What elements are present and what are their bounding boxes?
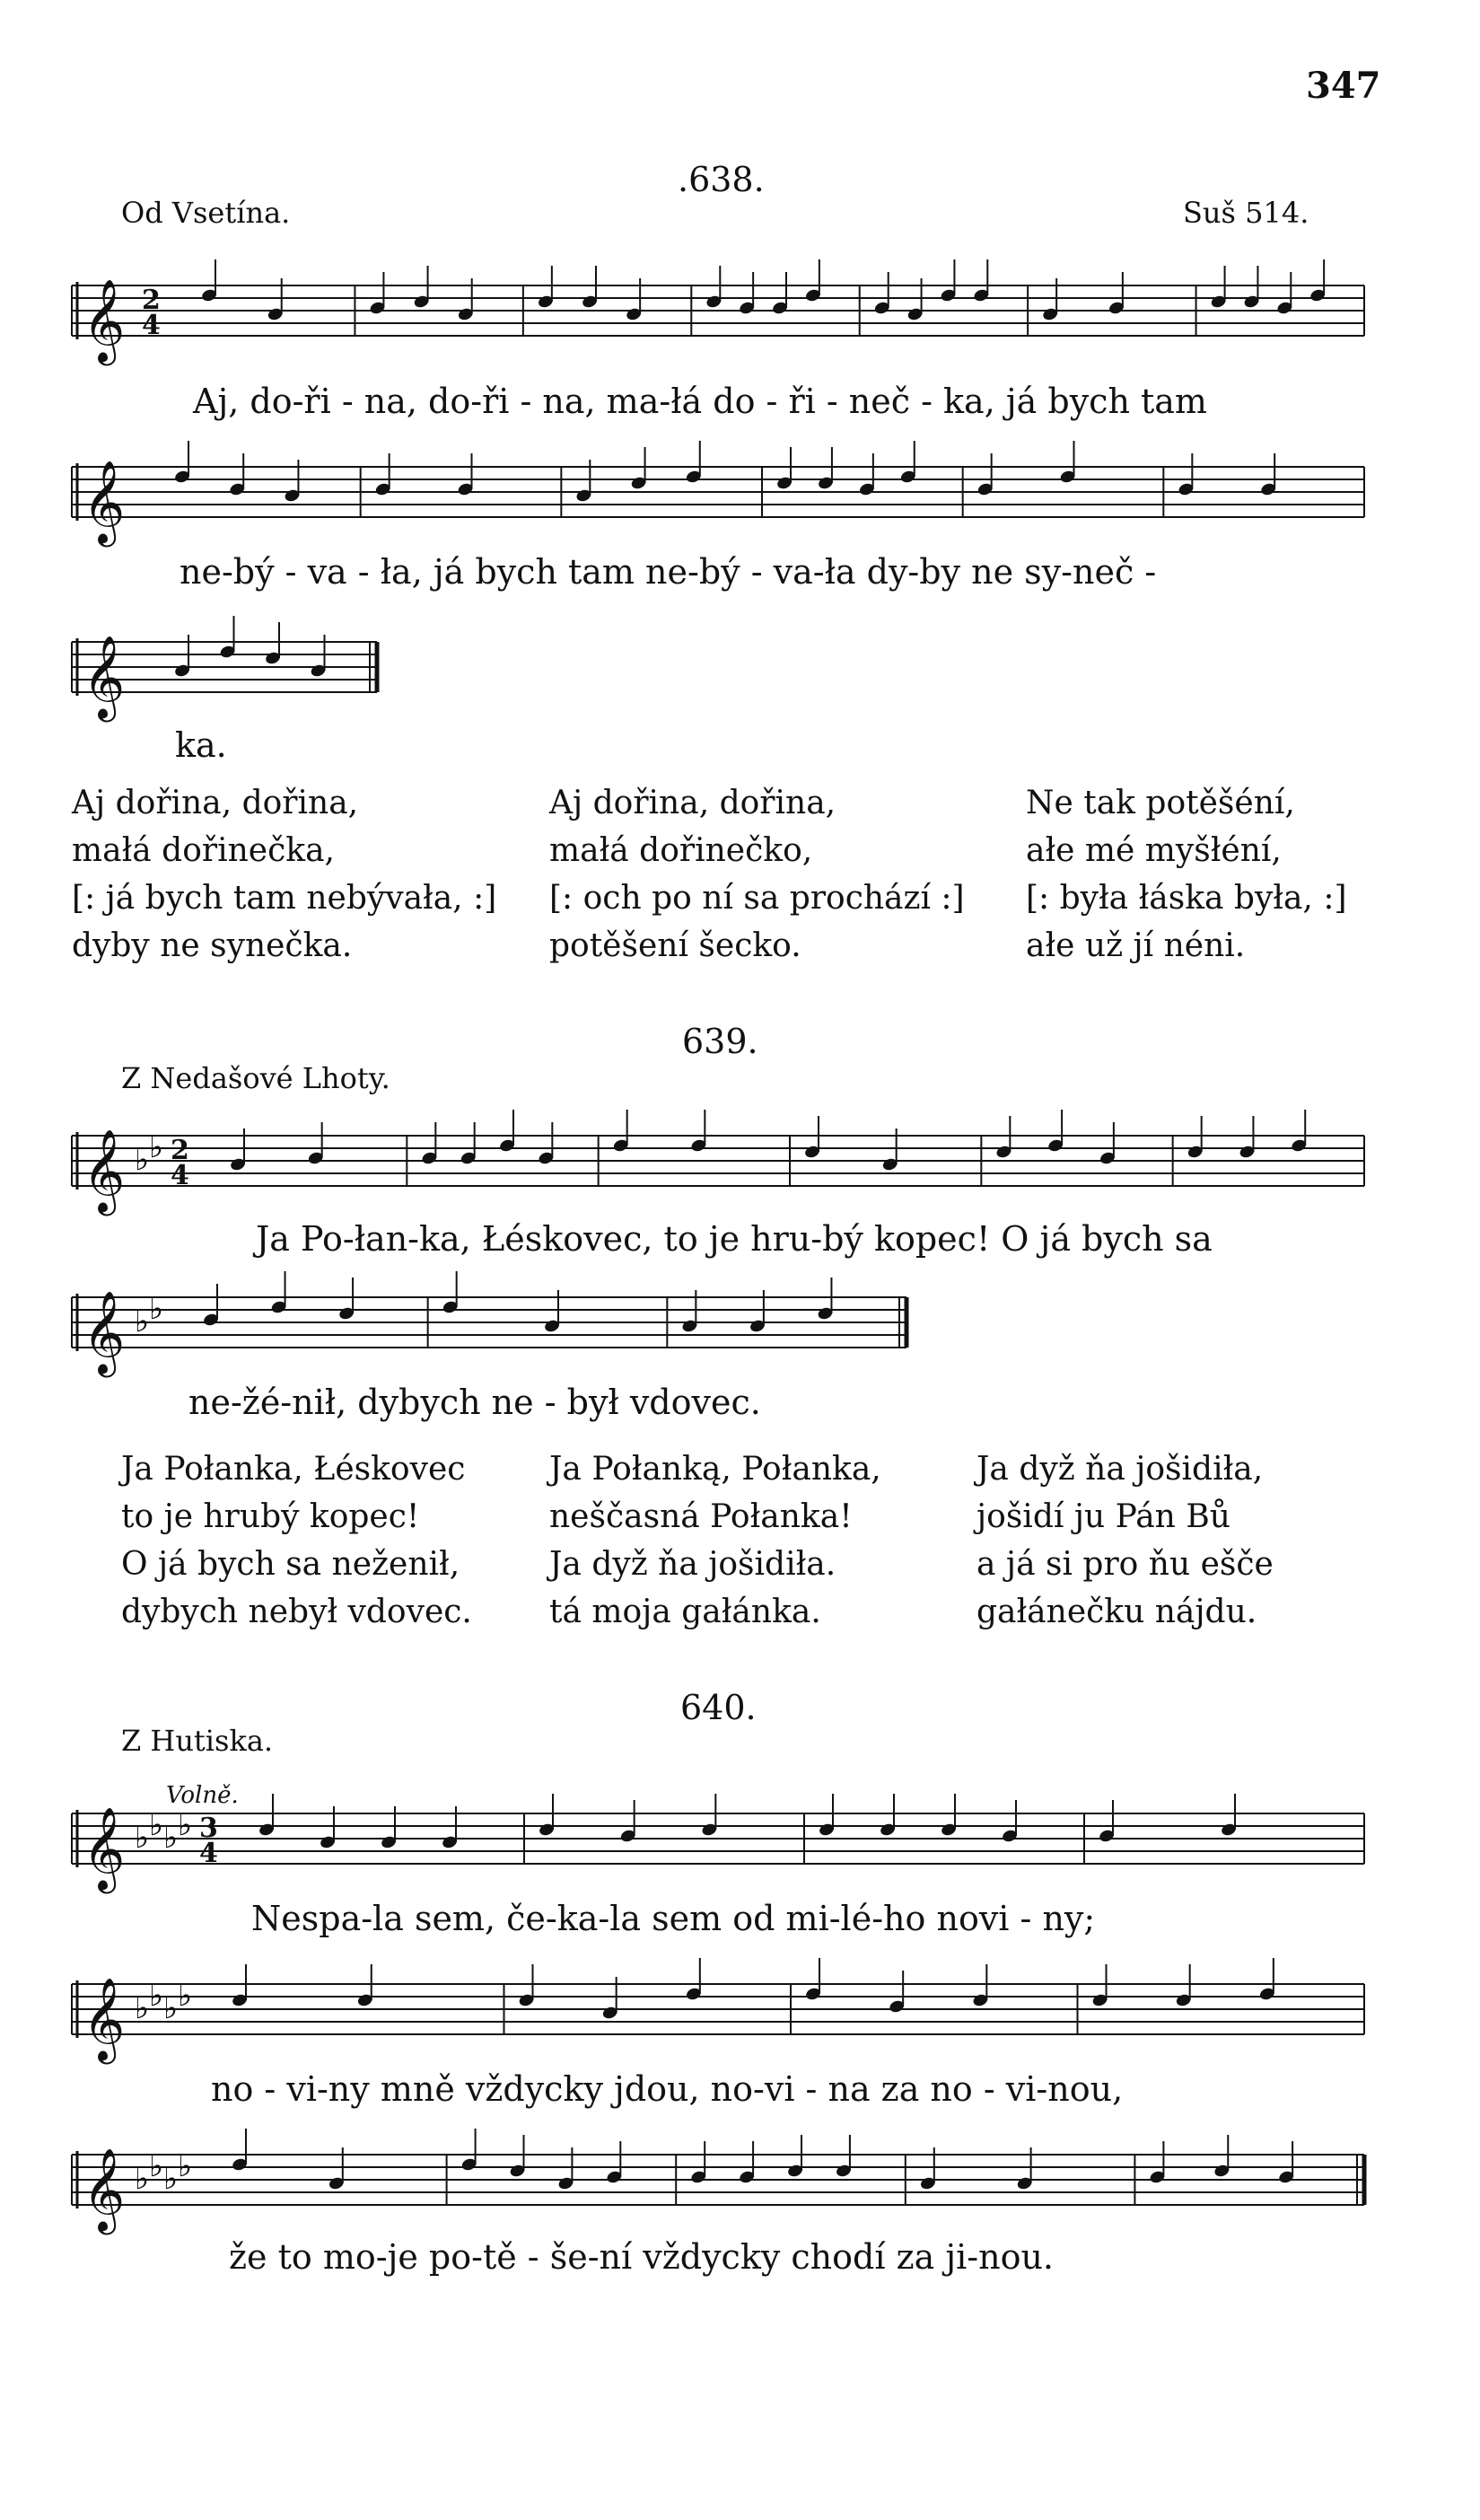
note-head <box>460 1151 477 1166</box>
song-number: 640. <box>680 1688 757 1727</box>
verse-line: a já si pro ňu ešče <box>976 1546 1274 1583</box>
note-head <box>701 1822 718 1838</box>
note-head <box>1220 1822 1237 1838</box>
staff-lines <box>72 1294 906 1351</box>
verse-line: [: já bych tam nebývała, :] <box>72 880 497 917</box>
note-head <box>972 1993 989 2008</box>
note-head <box>1243 294 1260 310</box>
note-head <box>995 1145 1012 1160</box>
note-head <box>940 288 957 303</box>
staff-lines <box>72 1980 1364 2038</box>
song-reference: Suš 514. <box>1183 196 1309 230</box>
staff-lines <box>72 282 1364 339</box>
note-head <box>319 1835 336 1850</box>
song-number: 639. <box>682 1022 758 1061</box>
note-head <box>1098 1829 1115 1844</box>
note-head <box>1047 1138 1064 1154</box>
verse-line: Ja dyž ňa jošidiła. <box>549 1546 836 1583</box>
note-head <box>307 1151 324 1166</box>
note-head <box>442 1300 459 1315</box>
verse-block <box>1026 779 1347 970</box>
flat-icon: ♭ <box>135 1304 150 1339</box>
note-head <box>202 1313 219 1328</box>
note-head <box>229 482 246 497</box>
tempo-marking: Volně. <box>166 1782 239 1809</box>
note-head <box>538 1151 555 1166</box>
note-head <box>630 476 647 491</box>
note-head <box>1175 1993 1192 2008</box>
note-head <box>685 470 702 485</box>
note-head <box>1099 1151 1116 1166</box>
note-head <box>771 301 788 316</box>
lyric-line: ka. <box>175 725 227 765</box>
note-head <box>537 294 554 310</box>
flat-icon: ♭ <box>149 1978 164 2014</box>
note-head <box>835 2164 852 2179</box>
verse-block <box>121 1445 472 1636</box>
note-head <box>1258 1987 1275 2002</box>
note-head <box>1213 2164 1230 2179</box>
flat-icon: ♭ <box>135 1820 150 1856</box>
verse-block <box>72 779 496 970</box>
note-head <box>626 307 643 322</box>
lyric-line: no - vi-ny mně vždycky jdou, no-vi - na za no - vi-nou, <box>211 2069 1124 2109</box>
verse-line: małá dořinečko, <box>549 832 813 869</box>
note-head <box>879 1822 896 1838</box>
song-number: .638. <box>678 160 765 199</box>
note-head <box>498 1138 515 1154</box>
flat-icon: ♭ <box>178 1807 193 1843</box>
note-head <box>441 1835 458 1850</box>
note-head <box>1309 288 1327 303</box>
note-head <box>518 1993 535 2008</box>
song-origin: Z Hutiska. <box>121 1724 274 1758</box>
verse-block <box>549 1445 881 1636</box>
verse-line: jošidí ju Pán Bů <box>976 1498 1230 1535</box>
note-head <box>200 288 217 303</box>
verse-line: ałe už jí néni. <box>1026 927 1246 964</box>
treble-clef-icon: 𝄞 <box>83 635 126 718</box>
note-head <box>919 2176 936 2191</box>
note-head <box>231 2157 248 2173</box>
verse-line: to je hrubý kopec! <box>121 1498 420 1535</box>
treble-clef-icon: 𝄞 <box>83 1806 126 1890</box>
verse-block <box>976 1445 1274 1636</box>
note-head <box>803 1145 820 1160</box>
flat-icon: ♭ <box>149 1291 164 1327</box>
flat-icon: ♭ <box>178 1978 193 2014</box>
flat-icon: ♭ <box>163 2161 179 2197</box>
note-head <box>413 294 430 310</box>
note-head <box>509 2164 526 2179</box>
note-head <box>681 1319 698 1334</box>
flat-icon: ♭ <box>135 2161 150 2197</box>
verse-line: Ja Połanką, Połanka, <box>549 1451 881 1488</box>
note-head <box>940 1822 957 1838</box>
note-head <box>804 288 821 303</box>
note-head <box>219 645 236 660</box>
note-head <box>606 2170 623 2185</box>
flat-icon: ♭ <box>149 1807 164 1843</box>
note-head <box>705 294 722 310</box>
song-origin: Od Vsetína. <box>121 196 291 230</box>
time-signature: 4 <box>171 1160 189 1191</box>
flat-icon: ♭ <box>163 1990 179 2026</box>
verse-line: neščasná Połanka! <box>549 1498 853 1535</box>
note-head <box>1278 2170 1295 2185</box>
page-number: 347 <box>1306 65 1381 107</box>
note-head <box>973 288 990 303</box>
note-head <box>310 663 327 679</box>
staff-lines <box>72 1810 1364 1867</box>
note-head <box>817 1306 834 1321</box>
note-head <box>685 1987 702 2002</box>
time-signature: 4 <box>199 1838 218 1869</box>
note-head <box>356 1993 373 2008</box>
note-head <box>601 2006 618 2021</box>
note-head <box>858 482 875 497</box>
note-head <box>369 301 386 316</box>
flat-icon: ♭ <box>149 1129 164 1165</box>
note-head <box>818 1822 835 1838</box>
note-head <box>1239 1145 1256 1160</box>
note-head <box>543 1319 560 1334</box>
note-head <box>557 2176 574 2191</box>
note-head <box>1016 2176 1033 2191</box>
note-head <box>1291 1138 1308 1154</box>
note-head <box>1059 470 1076 485</box>
note-head <box>1149 2170 1166 2185</box>
flat-icon: ♭ <box>135 1990 150 2026</box>
note-head <box>1001 1829 1018 1844</box>
flat-icon: ♭ <box>163 1820 179 1856</box>
verse-line: gałánečku nájdu. <box>976 1594 1257 1630</box>
note-head <box>775 476 793 491</box>
lyric-line: že to mo-je po-tě - še-ní vždycky chodí za ji-nou. <box>229 2237 1055 2277</box>
note-head <box>173 470 190 485</box>
note-head <box>338 1306 355 1321</box>
time-signature: 4 <box>142 310 161 341</box>
note-head <box>267 307 284 322</box>
lyric-line: Ja Po-łan-ka, Łéskovec, to je hru-bý kopec! O já bych sa <box>256 1219 1213 1259</box>
treble-clef-icon: 𝄞 <box>83 278 126 362</box>
note-head <box>1042 307 1059 322</box>
note-head <box>328 2176 345 2191</box>
note-head <box>460 2157 477 2173</box>
treble-clef-icon: 𝄞 <box>83 1977 126 2060</box>
note-head <box>817 476 834 491</box>
verse-line: ałe mé myšłéní, <box>1026 832 1282 869</box>
note-head <box>976 482 994 497</box>
note-head <box>690 2170 707 2185</box>
note-head <box>1210 294 1227 310</box>
note-head <box>1091 1993 1108 2008</box>
note-head <box>889 1999 906 2015</box>
note-head <box>1260 482 1277 497</box>
lyric-line: ne-bý - va - ła, já bych tam ne-bý - va-ła dy-by ne sy-neč - <box>180 552 1157 592</box>
verse-line: tá moja gałánka. <box>549 1594 821 1630</box>
note-head <box>619 1829 636 1844</box>
verse-line: dyby ne synečka. <box>72 927 353 964</box>
note-head <box>421 1151 438 1166</box>
note-head <box>739 301 756 316</box>
note-head <box>804 1987 821 2002</box>
note-head <box>258 1822 275 1838</box>
flat-icon: ♭ <box>149 2148 164 2184</box>
verse-line: O já bych sa neženił, <box>121 1546 460 1583</box>
lyric-line: Aj, do-ři - na, do-ři - na, ma-łá do - ři - neč - ka, já bych tam <box>193 382 1207 421</box>
note-head <box>231 1993 248 2008</box>
treble-clef-icon: 𝄞 <box>83 2147 126 2231</box>
staff-lines <box>72 2151 1364 2208</box>
note-head <box>749 1319 766 1334</box>
note-head <box>270 1300 287 1315</box>
treble-clef-icon: 𝄞 <box>83 1290 126 1374</box>
song-origin: Z Nedašové Lhoty. <box>121 1061 390 1095</box>
lyric-line: ne-žé-nił, dybych ne - był vdovec. <box>188 1383 761 1422</box>
note-head <box>538 1822 555 1838</box>
note-head <box>173 663 190 679</box>
verse-line: Ja dyž ňa jošidiła, <box>976 1451 1264 1488</box>
verse-line: małá dořinečka, <box>72 832 335 869</box>
verse-line: dybych nebył vdovec. <box>121 1594 472 1630</box>
note-head <box>380 1835 397 1850</box>
flat-icon: ♭ <box>178 2148 193 2184</box>
staff-lines <box>72 1132 1364 1190</box>
note-head <box>1276 301 1293 316</box>
note-head <box>899 470 916 485</box>
verse-line: Aj dořina, dořina, <box>72 785 359 821</box>
note-head <box>229 1157 246 1172</box>
note-head <box>1187 1145 1204 1160</box>
note-head <box>906 307 924 322</box>
note-head <box>264 651 281 666</box>
verse-line: Ne tak potěšéní, <box>1026 785 1295 821</box>
note-head <box>873 301 890 316</box>
lyric-line: Nespa-la sem, če-ka-la sem od mi-lé-ho novi - ny; <box>251 1899 1096 1938</box>
note-head <box>284 488 301 504</box>
verse-line: [: och po ní sa prochází :] <box>549 880 965 917</box>
verse-block <box>549 779 965 970</box>
time-signature: 3 <box>199 1813 218 1844</box>
note-head <box>457 307 474 322</box>
note-head <box>575 488 592 504</box>
flat-icon: ♭ <box>135 1142 150 1178</box>
time-signature: 2 <box>171 1135 189 1166</box>
verse-line: potěšení šecko. <box>549 927 801 964</box>
treble-clef-icon: 𝄞 <box>83 460 126 543</box>
treble-clef-icon: 𝄞 <box>83 1128 126 1212</box>
note-head <box>881 1157 898 1172</box>
verse-line: [: była łáska była, :] <box>1026 880 1347 917</box>
verse-line: Aj dořina, dořina, <box>549 785 836 821</box>
note-head <box>374 482 391 497</box>
note-head <box>581 294 598 310</box>
note-head <box>457 482 474 497</box>
time-signature: 2 <box>142 285 161 316</box>
staff-lines <box>72 463 1364 521</box>
staff-lines <box>72 638 377 696</box>
note-head <box>690 1138 707 1154</box>
note-head <box>612 1138 629 1154</box>
note-head <box>739 2170 756 2185</box>
note-head <box>786 2164 803 2179</box>
note-head <box>1108 301 1125 316</box>
verse-line: Ja Połanka, Łéskovec <box>121 1451 466 1488</box>
note-head <box>1178 482 1195 497</box>
